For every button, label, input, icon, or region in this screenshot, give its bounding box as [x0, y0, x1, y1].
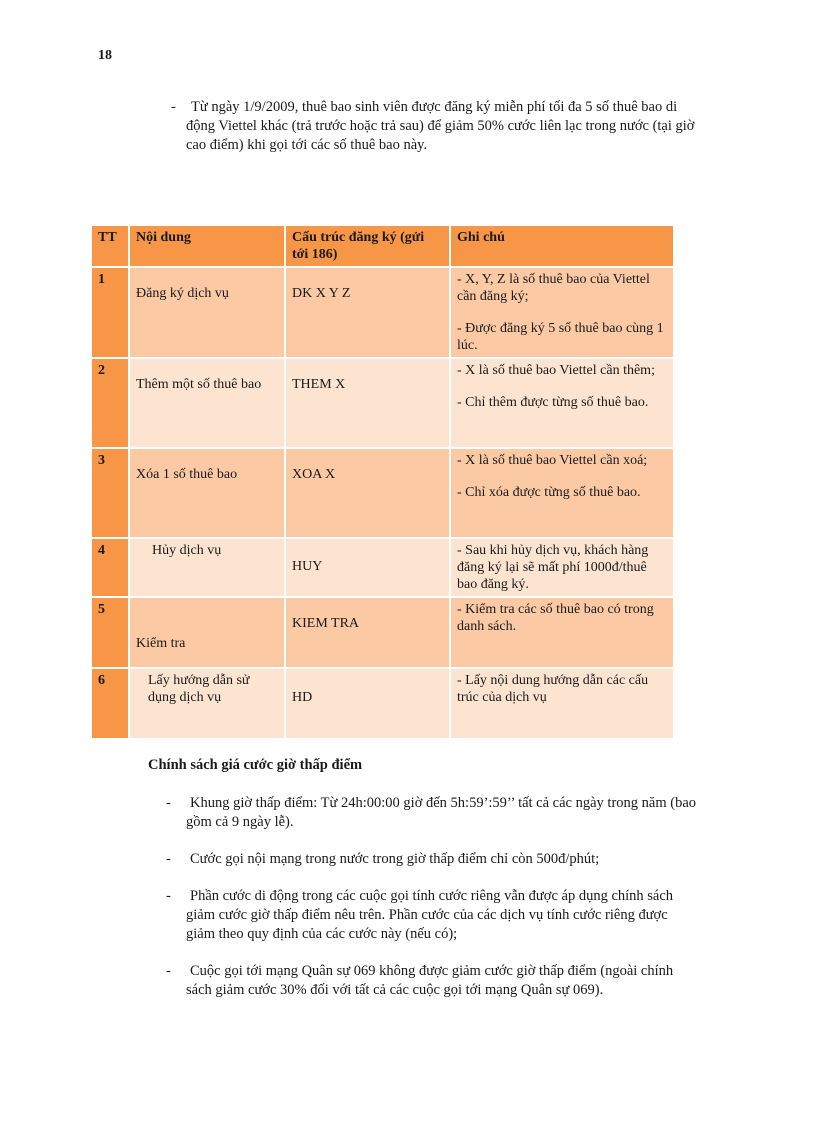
- note-line: - X, Y, Z là số thuê bao của Viettel cần đăng ký;: [457, 272, 650, 304]
- bullet-item: [166, 794, 698, 832]
- bullet-item: [166, 850, 698, 869]
- row-syntax: HD: [285, 668, 450, 739]
- note-line: - Được đăng ký 5 số thuê bao cùng 1 lúc.: [457, 321, 664, 353]
- row-note: [450, 448, 674, 538]
- bullet-text: Cước gọi nội mạng trong nước trong giờ thấp điểm chỉ còn 500đ/phút;: [190, 851, 600, 867]
- row-syntax: DK X Y Z: [285, 267, 450, 358]
- note-line: - X là số thuê bao Viettel cần thêm;: [457, 363, 655, 378]
- registration-table: [92, 226, 675, 740]
- intro-text: Từ ngày 1/9/2009, thuê bao sinh viên được đăng ký miễn phí tối đa 5 số thuê bao di động Viettel khác (trả trước hoặc trả sau) để giảm 50% cước liên lạc trong nước (tại giờ cao điểm) khi gọi tới các số thuê bao này.: [186, 99, 695, 153]
- row-content: Hủy dịch vụ: [129, 538, 285, 597]
- note-line: - Chỉ thêm được từng số thuê bao.: [457, 395, 649, 410]
- table-row: [92, 597, 674, 668]
- row-number: 2: [92, 358, 129, 448]
- row-note: [450, 668, 674, 739]
- header-note: Ghi chú: [450, 226, 674, 267]
- row-number: 3: [92, 448, 129, 538]
- row-number: 5: [92, 597, 129, 668]
- table-row: [92, 538, 674, 597]
- row-number: 6: [92, 668, 129, 739]
- row-content: Thêm một số thuê bao: [129, 358, 285, 448]
- bullet-text: Khung giờ thấp điểm: Từ 24h:00:00 giờ đến 5h:59’:59’’ tất cả các ngày trong năm (bao gồm cả 9 ngày lễ).: [186, 795, 697, 830]
- note-line: - Chỉ xóa được từng số thuê bao.: [457, 485, 641, 500]
- note-line: - Sau khi hủy dịch vụ, khách hàng đăng ký lại sẽ mất phí 1000đ/thuê bao đăng ký.: [457, 543, 649, 592]
- bullet-text: Phần cước di động trong các cuộc gọi tính cước riêng vẫn được áp dụng chính sách giảm cước giờ thấp điểm nêu trên. Phần cước của các dịch vụ tính cước riêng được giảm theo quy định của các cước này (nếu có);: [186, 888, 674, 942]
- note-line: - Lấy nội dung hướng dẫn các cấu trúc của dịch vụ: [457, 673, 649, 705]
- bullet-dash: -: [166, 963, 171, 979]
- bullet-item: [166, 887, 698, 944]
- bullet-dash: -: [166, 851, 171, 867]
- table-row: [92, 668, 674, 739]
- table-header-row: [92, 226, 674, 267]
- section-title: Chính sách giá cước giờ thấp điểm: [148, 757, 363, 773]
- row-syntax: XOA X: [285, 448, 450, 538]
- header-syntax: Cấu trúc đăng ký (gửi tới 186): [285, 226, 450, 267]
- note-line: - Kiểm tra các số thuê bao có trong danh sách.: [457, 602, 654, 634]
- row-syntax: HUY: [285, 538, 450, 597]
- bullet-dash: -: [171, 99, 176, 115]
- table-row: [92, 448, 674, 538]
- row-note: [450, 358, 674, 448]
- row-syntax: KIEM TRA: [285, 597, 450, 668]
- row-note: [450, 597, 674, 668]
- row-number: 4: [92, 538, 129, 597]
- bullet-item: [166, 962, 700, 1000]
- row-note: [450, 267, 674, 358]
- header-content: Nội dung: [129, 226, 285, 267]
- row-content: Kiểm tra: [129, 597, 285, 668]
- header-tt: TT: [92, 226, 129, 267]
- page-number: 18: [98, 48, 112, 63]
- row-content: Đăng ký dịch vụ: [129, 267, 285, 358]
- row-content: Xóa 1 số thuê bao: [129, 448, 285, 538]
- row-content: Lấy hướng dẫn sử dụng dịch vụ: [129, 668, 285, 739]
- intro-paragraph: [171, 98, 696, 155]
- note-line: - X là số thuê bao Viettel cần xoá;: [457, 453, 648, 468]
- table-row: [92, 267, 674, 358]
- table-row: [92, 358, 674, 448]
- bullet-dash: -: [166, 795, 171, 811]
- row-number: 1: [92, 267, 129, 358]
- row-note: [450, 538, 674, 597]
- bullet-text: Cuộc gọi tới mạng Quân sự 069 không được giảm cước giờ thấp điểm (ngoài chính sách giảm cước 30% đối với tất cả các cuộc gọi tới mạng Quân sự 069).: [186, 963, 674, 998]
- row-syntax: THEM X: [285, 358, 450, 448]
- bullet-dash: -: [166, 888, 171, 904]
